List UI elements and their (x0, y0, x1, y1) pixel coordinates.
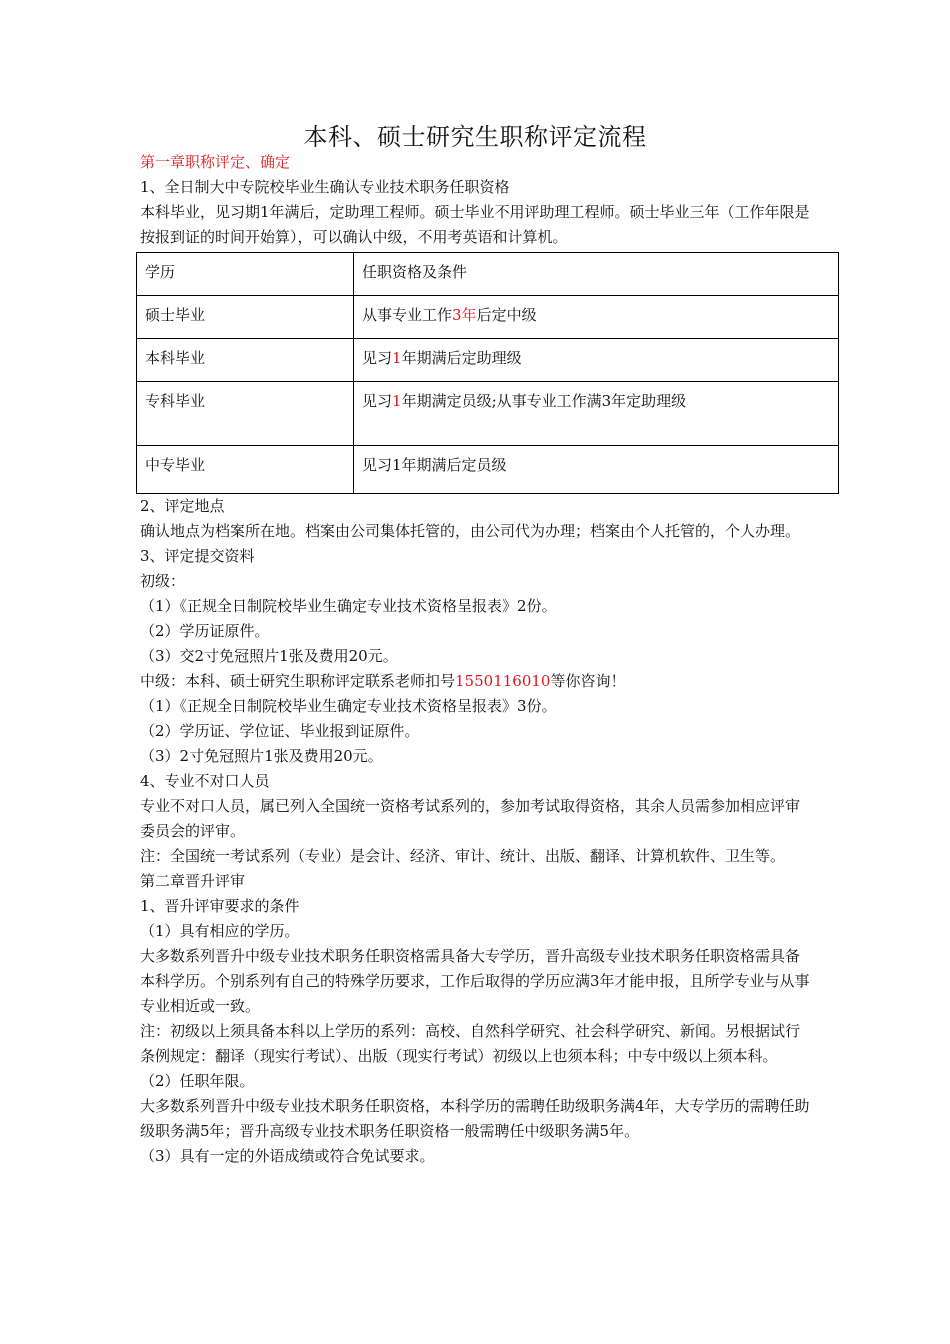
section-2-heading: 2、评定地点 (140, 497, 225, 515)
table-cell-education: 本科毕业 (137, 339, 354, 382)
table-cell-condition (354, 296, 839, 339)
junior-item: （3）交2寸免冠照片1张及费用20元。 (140, 647, 398, 665)
condition-text: 见习1年期满后定员级 (362, 456, 507, 474)
condition-1-note: 注：初级以上须具备本科以上学历的系列：高校、自然科学研究、社会科学研究、新闻。另根据试行条例规定：翻译（现实行考试）、出版（现实行考试）初级以上也须本科；中专中级以上须本科。 (140, 1022, 801, 1065)
section-2-text: 确认地点为档案所在地。档案由公司集体托管的，由公司代为办理；档案由个人托管的，个人办理。 (140, 522, 801, 540)
table-cell-education: 硕士毕业 (137, 296, 354, 339)
condition-3-heading: （3）具有一定的外语成绩或符合免试要求。 (140, 1147, 435, 1165)
junior-item: （2）学历证原件。 (140, 622, 270, 640)
qualification-table (136, 252, 839, 494)
section-3-heading: 3、评定提交资料 (140, 547, 255, 565)
table-row (137, 446, 839, 494)
mid-item: （3）2寸免冠照片1张及费用20元。 (140, 747, 383, 765)
table-row (137, 296, 839, 339)
table-cell-education: 中专毕业 (137, 446, 354, 494)
section-1-heading: 1、全日制大中专院校毕业生确认专业技术职务任职资格 (140, 178, 510, 196)
condition-highlight: 3年 (452, 306, 477, 324)
page-title: 本科、硕士研究生职称评定流程 (303, 123, 647, 151)
condition-text: 从事专业工作 (362, 306, 453, 324)
condition-text: 见习 (362, 392, 393, 410)
mid-item: （2）学历证、学位证、毕业报到证原件。 (140, 722, 420, 740)
contact-number: 1550116010 (455, 672, 551, 690)
table-row (137, 339, 839, 382)
chapter-1-heading: 第一章职称评定、确定 (140, 153, 291, 171)
condition-2-heading: （2）任职年限。 (140, 1072, 255, 1090)
mid-level-line (140, 669, 812, 694)
table-cell-condition (354, 382, 839, 446)
document-body (140, 150, 812, 1169)
section-4-note: 注：全国统一考试系列（专业）是会计、经济、审计、统计、出版、翻译、计算机软件、卫生等。 (140, 847, 786, 865)
junior-item: （1）《正规全日制院校毕业生确定专业技术资格呈报表》2份。 (140, 597, 557, 615)
table-header-cell: 学历 (137, 253, 354, 296)
section-4-heading: 4、专业不对口人员 (140, 772, 270, 790)
condition-highlight: 1 (392, 349, 402, 367)
table-header-cell: 任职资格及条件 (354, 253, 839, 296)
table-cell-condition (354, 446, 839, 494)
mid-item: （1）《正规全日制院校毕业生确定专业技术资格呈报表》3份。 (140, 697, 557, 715)
mid-level-text: 中级：本科、硕士研究生职称评定联系老师扣号 (140, 672, 456, 690)
mid-level-text: 等你咨询！ (550, 672, 626, 690)
chapter-2-heading: 第二章晋升评审 (140, 872, 246, 890)
promotion-conditions-heading: 1、晋升评审要求的条件 (140, 897, 300, 915)
table-row (137, 382, 839, 446)
condition-2-text: 大多数系列晋升中级专业技术职务任职资格，本科学历的需聘任助级职务满4年，大专学历的需聘任助级职务满5年；晋升高级专业技术职务任职资格一般需聘任中级职务满5年。 (140, 1097, 810, 1140)
table-header-row (137, 253, 839, 296)
table-cell-condition (354, 339, 839, 382)
condition-1-heading: （1）具有相应的学历。 (140, 922, 300, 940)
condition-text: 年期满后定助理级 (401, 349, 522, 367)
section-4-text: 专业不对口人员，属已列入全国统一资格考试系列的，参加考试取得资格，其余人员需参加相应评审委员会的评审。 (140, 797, 801, 840)
condition-text: 后定中级 (476, 306, 537, 324)
condition-1-text: 大多数系列晋升中级专业技术职务任职资格需具备大专学历，晋升高级专业技术职务任职资格需具备本科学历。个别系列有自己的特殊学历要求，工作后取得的学历应满3年才能申报，且所学专业与从事专业相近或一致。 (140, 947, 810, 1015)
condition-highlight: 1 (392, 392, 402, 410)
condition-text: 见习 (362, 349, 393, 367)
junior-label: 初级： (140, 572, 186, 590)
table-cell-education: 专科毕业 (137, 382, 354, 446)
section-1-text: 本科毕业，见习期1年满后，定助理工程师。硕士毕业不用评助理工程师。硕士毕业三年（工作年限是按报到证的时间开始算），可以确认中级，不用考英语和计算机。 (140, 203, 810, 246)
condition-text: 年期满定员级;从事专业工作满3年定助理级 (401, 392, 687, 410)
